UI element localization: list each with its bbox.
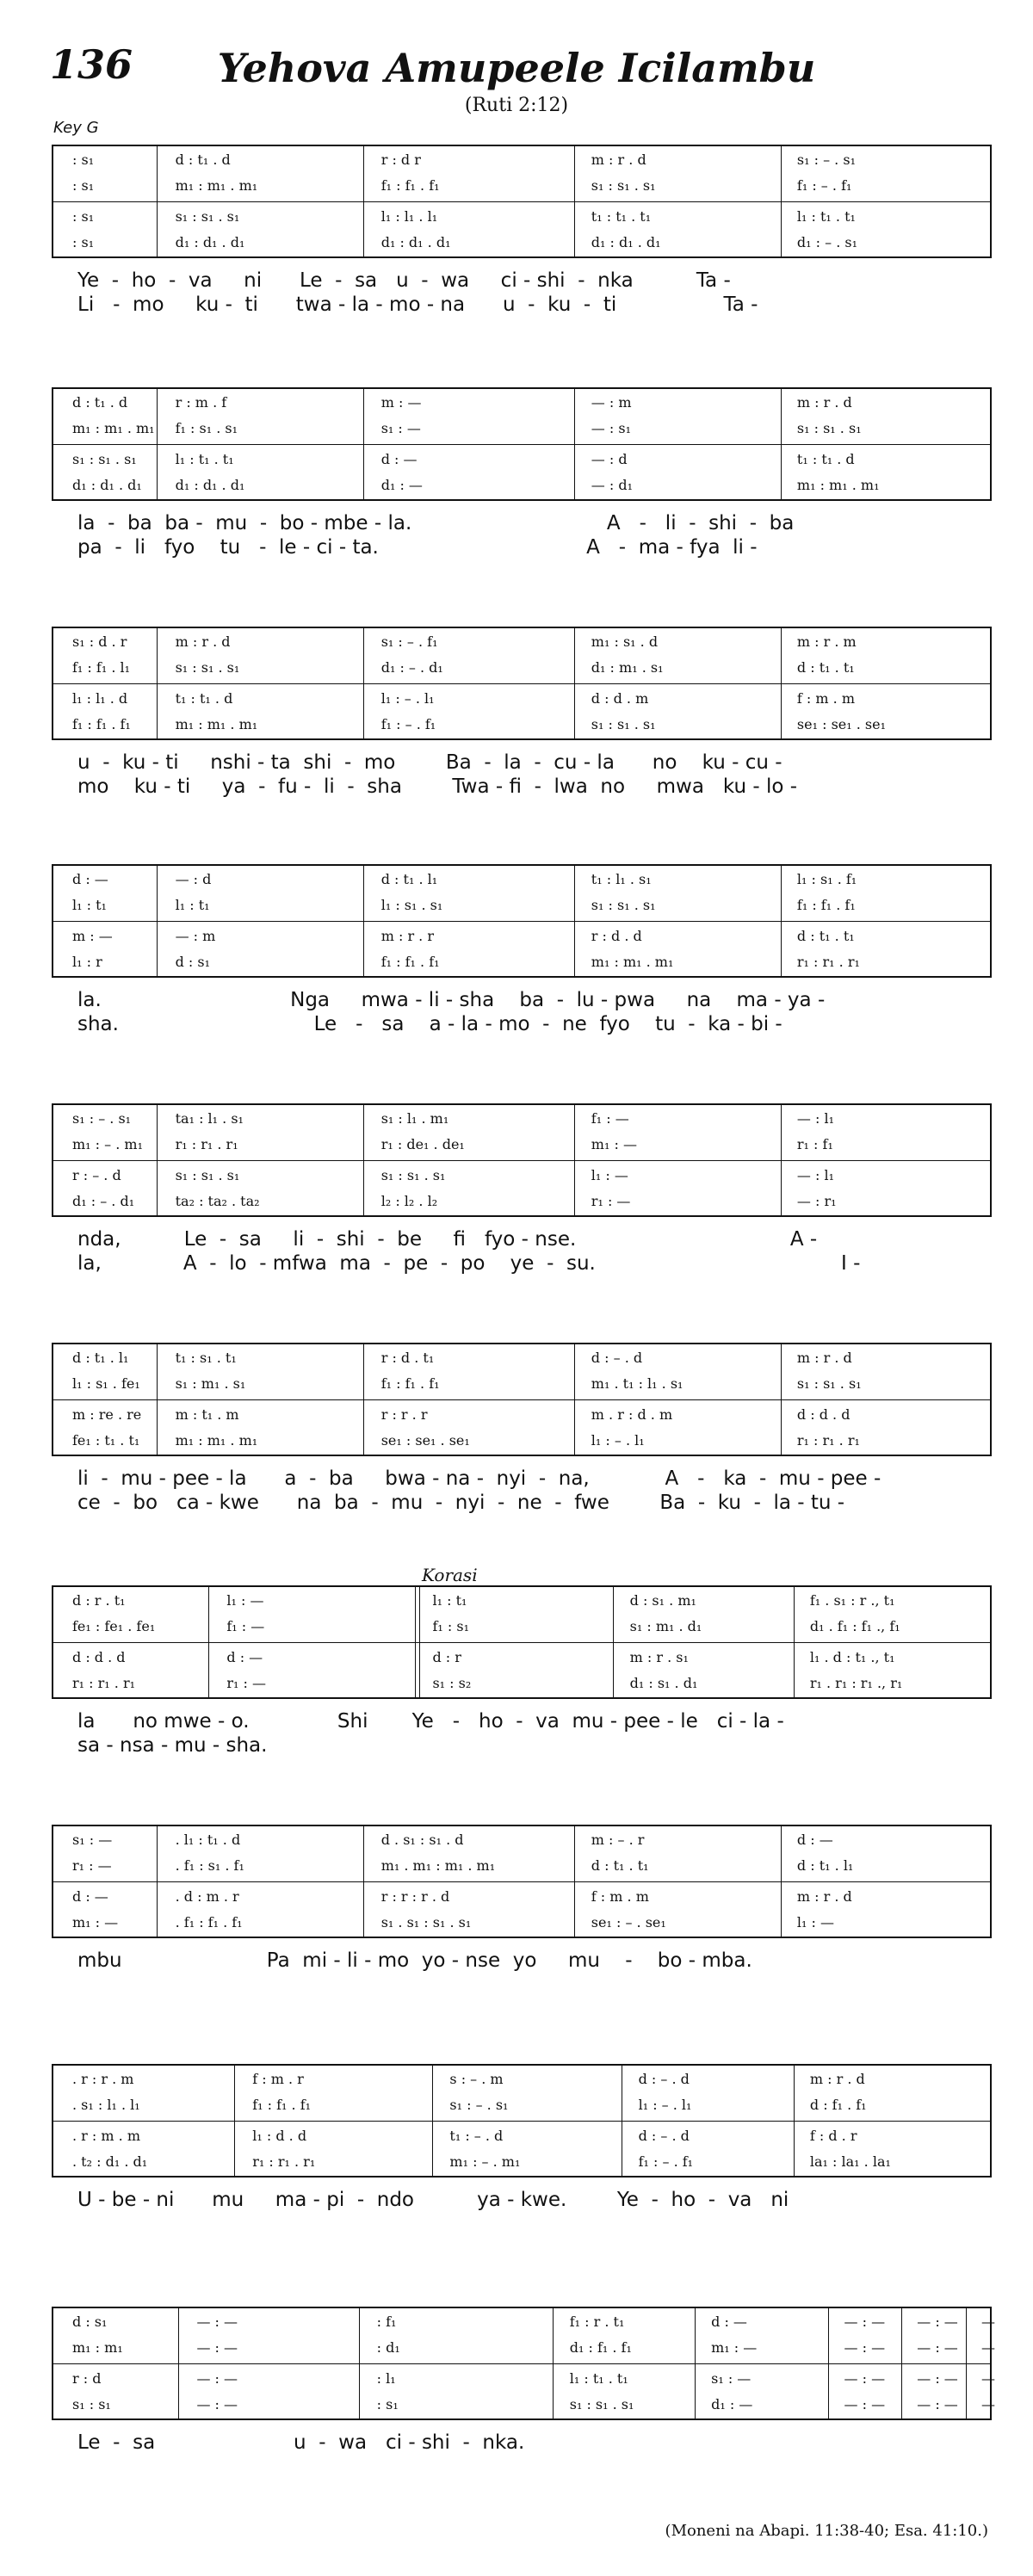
lyric-line: la - ba ba - mu - bo - mbe - la. A - li - shi - ba <box>77 512 795 534</box>
solfa-measure: — : — <box>844 2396 886 2412</box>
lyric-line: Ye - ho - va ni Le - sa u - wa ci - shi - nka Ta - <box>77 269 731 292</box>
solfa-measure: d : — <box>380 451 418 467</box>
solfa-row <box>53 1589 990 1613</box>
solfa-measure: m₁ . m₁ : m₁ . m₁ <box>380 1857 496 1874</box>
solfa-measure: r₁ : — <box>591 1193 631 1209</box>
solfa-measure: m₁ : m₁ <box>72 2339 123 2356</box>
solfa-measure: s₁ : m₁ . d₁ <box>629 1618 702 1634</box>
solfa-measure: s₁ : s₁ . s₁ <box>591 716 656 732</box>
solfa-measure: l₁ : t₁ <box>432 1592 467 1609</box>
music-system <box>52 627 992 740</box>
solfa-measure: d : r . t₁ <box>72 1592 126 1609</box>
solfa-measure: fe₁ : t₁ . t₁ <box>72 1432 140 1449</box>
solfa-row <box>53 1646 990 1670</box>
solfa-measure: d : t₁ . t₁ <box>796 659 855 676</box>
solfa-measure: — : — <box>196 2396 238 2412</box>
solfa-measure: s₁ : m₁ . s₁ <box>175 1375 246 1392</box>
solfa-measure: r₁ : r₁ . r₁ <box>796 954 860 970</box>
solfa-measure: m : r . d <box>796 1888 852 1905</box>
key-signature: Key G <box>53 119 99 137</box>
solfa-measure: . f₁ : f₁ . f₁ <box>175 1914 243 1930</box>
solfa-measure: s₁ : s₁ . s₁ <box>72 451 137 467</box>
solfa-measure: : d₁ <box>376 2339 400 2356</box>
solfa-measure: . t₂ : d₁ . d₁ <box>72 2153 148 2170</box>
solfa-measure: r₁ : de₁ . de₁ <box>380 1136 465 1152</box>
solfa-row <box>53 1372 990 1396</box>
solfa-measure: : s₁ <box>72 151 95 168</box>
solfa-measure: — : — <box>196 2339 238 2356</box>
solfa-row <box>53 630 990 654</box>
solfa-measure: d : s₁ <box>72 2313 108 2330</box>
solfa-measure: d₁ : – . d₁ <box>72 1193 135 1209</box>
solfa-measure: se₁ : se₁ . se₁ <box>380 1432 470 1449</box>
solfa-measure: se₁ : se₁ . se₁ <box>796 716 887 732</box>
lyric-line: la, A - lo - mfwa ma - pe - po ye - su. I - <box>77 1252 861 1275</box>
lyric-line: sha. Le - sa a - la - mo - ne fyo tu - ka - bi - <box>77 1013 782 1035</box>
solfa-measure: t₁ : t₁ . d <box>796 451 855 467</box>
solfa-measure: l₁ : r <box>72 954 102 970</box>
staff-divider <box>53 921 990 922</box>
solfa-measure: — <box>981 2370 995 2387</box>
solfa-row <box>53 231 990 255</box>
solfa-measure: d : — <box>72 1888 108 1905</box>
music-system <box>52 1585 992 1699</box>
lyric-line: Li - mo ku - ti twa - la - mo - na u - ku - ti Ta - <box>77 293 758 316</box>
solfa-measure: s₁ : — <box>711 2370 752 2387</box>
solfa-measure: d₁ . f₁ : f₁ ., f₁ <box>809 1618 900 1634</box>
solfa-measure: : s₁ <box>376 2396 399 2412</box>
music-system <box>52 2064 992 2178</box>
solfa-measure: m₁ : m₁ . m₁ <box>175 716 258 732</box>
solfa-measure: s₁ : – . s₁ <box>796 151 856 168</box>
solfa-measure: d₁ : d₁ . d₁ <box>591 234 661 250</box>
solfa-measure: l₁ : s₁ . fe₁ <box>72 1375 140 1392</box>
solfa-measure: — : — <box>844 2313 886 2330</box>
song-title: Yehova Amupeele Icilambu <box>217 45 816 91</box>
solfa-measure: f₁ : f₁ . l₁ <box>72 659 131 676</box>
music-system <box>52 2307 995 2420</box>
solfa-measure: l₁ : – . l₁ <box>591 1432 645 1449</box>
solfa-measure: r₁ : f₁ <box>796 1136 833 1152</box>
solfa-measure: s₁ : s₂ <box>432 1675 472 1691</box>
staff-divider <box>53 683 990 684</box>
solfa-measure: s₁ : s₁ . s₁ <box>796 420 862 436</box>
solfa-measure: l₁ : – . l₁ <box>380 690 435 707</box>
chorus-label: Korasi <box>422 1565 478 1585</box>
solfa-measure: f₁ : — <box>226 1618 265 1634</box>
solfa-row <box>53 687 990 711</box>
solfa-measure: f₁ : f₁ . f₁ <box>796 897 856 913</box>
solfa-measure: r : m . f <box>175 394 227 411</box>
solfa-measure: l₁ : l₁ . d <box>72 690 128 707</box>
solfa-measure: m₁ : m₁ . m₁ <box>72 420 155 436</box>
solfa-measure: d₁ : m₁ . s₁ <box>591 659 664 676</box>
solfa-measure: d : — <box>72 871 108 887</box>
solfa-row <box>53 174 990 198</box>
solfa-measure: s₁ . s₁ : s₁ . s₁ <box>380 1914 472 1930</box>
solfa-row <box>53 473 990 497</box>
solfa-measure: d : — <box>796 1832 833 1848</box>
staff-divider <box>53 2363 990 2364</box>
solfa-measure: : l₁ <box>376 2370 396 2387</box>
solfa-measure: r : – . d <box>72 1167 121 1183</box>
solfa-measure: l₁ : t₁ . t₁ <box>175 451 234 467</box>
solfa-measure: s : – . m <box>449 2071 504 2087</box>
solfa-measure: d : d . d <box>796 1406 851 1423</box>
solfa-measure: m₁ : – . m₁ <box>72 1136 143 1152</box>
solfa-measure: — : — <box>844 2370 886 2387</box>
solfa-measure: t₁ : – . d <box>449 2128 504 2144</box>
solfa-measure: m : r . d <box>591 151 646 168</box>
solfa-row <box>53 1403 990 1427</box>
solfa-measure: m₁ : – . m₁ <box>449 2153 521 2170</box>
solfa-measure: r : d . d <box>591 928 642 944</box>
solfa-measure: d : – . d <box>638 2071 690 2087</box>
solfa-measure: m₁ : s₁ . d <box>591 633 659 650</box>
solfa-measure: l₁ : t₁ . t₁ <box>796 208 856 225</box>
solfa-measure: — : — <box>917 2313 958 2330</box>
solfa-measure: d₁ : — <box>380 477 423 493</box>
music-system <box>52 145 992 258</box>
lyric-line: Le - sa u - wa ci - shi - nka. <box>77 2431 525 2454</box>
solfa-row <box>53 1429 990 1453</box>
solfa-measure: — <box>981 2396 995 2412</box>
solfa-measure: m : r . m <box>796 633 857 650</box>
solfa-row <box>53 2150 990 2174</box>
solfa-measure: f₁ : r . t₁ <box>569 2313 625 2330</box>
solfa-measure: f₁ : f₁ . f₁ <box>380 954 440 970</box>
solfa-measure: f₁ : f₁ . f₁ <box>380 177 440 194</box>
solfa-measure: — : s₁ <box>591 420 631 436</box>
lyric-line: mo ku - ti ya - fu - li - sha Twa - fi - lwa no mwa ku - lo - <box>77 775 798 798</box>
solfa-measure: f : m . r <box>252 2071 304 2087</box>
solfa-measure: — : m <box>591 394 632 411</box>
solfa-measure: — : m <box>175 928 216 944</box>
lyric-line: la. Nga mwa - li - sha ba - lu - pwa na ma - ya - <box>77 989 826 1011</box>
lyric-line: u - ku - ti nshi - ta shi - mo Ba - la - cu - la no ku - cu - <box>77 751 782 774</box>
staff-divider <box>53 1881 990 1882</box>
solfa-row <box>53 2093 990 2117</box>
lyric-line: la no mwe - o. Shi Ye - ho - va mu - pee - le ci - la - <box>77 1710 784 1733</box>
lyric-line: mbu Pa mi - li - mo yo - nse yo mu - bo - mba. <box>77 1949 752 1972</box>
solfa-measure: t₁ : t₁ . t₁ <box>591 208 652 225</box>
footer-reference: (Moneni na Abapi. 11:38-40; Esa. 41:10.) <box>665 2522 988 2540</box>
lyric-line: pa - li fyo tu - le - ci - ta. A - ma - fya li - <box>77 536 758 559</box>
solfa-row <box>53 2336 995 2360</box>
solfa-measure: — : — <box>196 2370 238 2387</box>
solfa-measure: d₁ : d₁ . d₁ <box>175 234 245 250</box>
solfa-measure: r₁ : r₁ . r₁ <box>72 1675 136 1691</box>
solfa-measure: m : r . d <box>809 2071 865 2087</box>
solfa-measure: d : t₁ . t₁ <box>796 928 855 944</box>
lyric-line: li - mu - pee - la a - ba bwa - na - nyi - na, A - ka - mu - pee - <box>77 1467 881 1490</box>
music-system <box>52 864 992 978</box>
solfa-row <box>53 1615 990 1639</box>
solfa-measure: l₁ : s₁ . f₁ <box>796 871 857 887</box>
solfa-measure: — : — <box>844 2339 886 2356</box>
music-system <box>52 387 992 501</box>
solfa-measure: f₁ : f₁ . f₁ <box>72 716 131 732</box>
song-number: 136 <box>50 41 133 88</box>
solfa-row <box>53 1911 990 1935</box>
solfa-row <box>53 205 990 229</box>
solfa-measure: s₁ : s₁ . s₁ <box>591 897 656 913</box>
scripture-reference: (Ruti 2:12) <box>464 95 569 116</box>
solfa-row <box>53 2393 995 2417</box>
staff-divider <box>53 201 990 202</box>
solfa-measure: d . s₁ : s₁ . d <box>380 1832 464 1848</box>
solfa-measure: f₁ : f₁ . f₁ <box>380 1375 440 1392</box>
solfa-measure: d : d . d <box>72 1649 126 1665</box>
solfa-measure: f₁ : — <box>591 1110 629 1127</box>
solfa-measure: r : d . t₁ <box>380 1350 435 1366</box>
music-system <box>52 1103 992 1217</box>
solfa-measure: f₁ : s₁ <box>432 1618 469 1634</box>
solfa-measure: s₁ : – . f₁ <box>380 633 438 650</box>
solfa-measure: m₁ : m₁ . m₁ <box>175 177 258 194</box>
solfa-measure: . l₁ : t₁ . d <box>175 1832 241 1848</box>
staff-divider <box>53 1399 990 1400</box>
solfa-measure: s₁ : s₁ <box>72 2396 111 2412</box>
solfa-row <box>53 2124 990 2148</box>
solfa-measure: r : r . r <box>380 1406 428 1423</box>
solfa-measure: d : s₁ <box>175 954 211 970</box>
solfa-measure: fe₁ : fe₁ . fe₁ <box>72 1618 156 1634</box>
solfa-measure: t₁ : t₁ . d <box>175 690 233 707</box>
solfa-measure: d : d . m <box>591 690 649 707</box>
solfa-measure: s₁ : s₁ . s₁ <box>175 1167 240 1183</box>
solfa-measure: s₁ : — <box>72 1832 113 1848</box>
solfa-measure: l₁ : — <box>226 1592 264 1609</box>
solfa-measure: — : — <box>917 2339 958 2356</box>
solfa-row <box>53 1885 990 1909</box>
solfa-measure: f₁ : f₁ . f₁ <box>252 2097 312 2113</box>
solfa-measure: r : d r <box>380 151 421 168</box>
solfa-measure: d : — <box>711 2313 747 2330</box>
solfa-measure: s₁ : s₁ . s₁ <box>569 2396 634 2412</box>
solfa-measure: — <box>981 2339 995 2356</box>
solfa-measure: s₁ : — <box>380 420 421 436</box>
solfa-measure: d : t₁ . d <box>72 394 128 411</box>
solfa-measure: m : r . d <box>175 633 231 650</box>
solfa-measure: f : m . m <box>591 1888 649 1905</box>
solfa-measure: d : – . d <box>591 1350 643 1366</box>
solfa-measure: d : t₁ . l₁ <box>380 871 438 887</box>
solfa-measure: r₁ : r₁ . r₁ <box>175 1136 238 1152</box>
solfa-measure: — : d₁ <box>591 477 634 493</box>
solfa-measure: t₁ : l₁ . s₁ <box>591 871 652 887</box>
solfa-measure: : s₁ <box>72 177 95 194</box>
solfa-row <box>53 1164 990 1188</box>
solfa-measure: d₁ : – . s₁ <box>796 234 858 250</box>
solfa-measure: . r : m . m <box>72 2128 140 2144</box>
solfa-row <box>53 2067 990 2091</box>
solfa-measure: r₁ : r₁ . r₁ <box>252 2153 316 2170</box>
solfa-measure: l₂ : l₂ . l₂ <box>380 1193 438 1209</box>
lyric-line: sa - nsa - mu - sha. <box>77 1734 268 1757</box>
staff-divider <box>53 2121 990 2122</box>
solfa-measure: . r : r . m <box>72 2071 134 2087</box>
solfa-measure: d₁ : d₁ . d₁ <box>175 477 245 493</box>
solfa-measure: d₁ : — <box>711 2396 753 2412</box>
lyric-line: U - be - ni mu ma - pi - ndo ya - kwe. Ye - ho - va ni <box>77 2189 789 2211</box>
solfa-measure: f : d . r <box>809 2128 857 2144</box>
solfa-measure: d₁ : d₁ . d₁ <box>72 477 142 493</box>
solfa-row <box>53 2310 995 2334</box>
solfa-measure: l₁ : t₁ <box>175 897 210 913</box>
solfa-measure: : s₁ <box>72 208 95 225</box>
solfa-measure: s₁ : – . s₁ <box>72 1110 132 1127</box>
solfa-measure: m₁ : — <box>72 1914 119 1930</box>
solfa-measure: ta₁ : l₁ . s₁ <box>175 1110 244 1127</box>
solfa-measure: — : — <box>917 2370 958 2387</box>
solfa-row <box>53 656 990 680</box>
solfa-measure: l₁ : t₁ . t₁ <box>569 2370 628 2387</box>
solfa-measure: m : re . re <box>72 1406 142 1423</box>
solfa-measure: . d : m . r <box>175 1888 239 1905</box>
lyric-line <box>77 1973 973 1997</box>
solfa-measure: m₁ : — <box>591 1136 637 1152</box>
solfa-row <box>53 1133 990 1157</box>
solfa-measure: d₁ : d₁ . d₁ <box>380 234 451 250</box>
solfa-measure: d : — <box>226 1649 263 1665</box>
solfa-measure: t₁ : s₁ . t₁ <box>175 1350 237 1366</box>
solfa-measure: s₁ : d . r <box>72 633 127 650</box>
solfa-measure: se₁ : – . se₁ <box>591 1914 666 1930</box>
solfa-measure: m : r . d <box>796 1350 852 1366</box>
solfa-row <box>53 2367 995 2391</box>
solfa-row <box>53 713 990 737</box>
solfa-measure: m₁ : m₁ . m₁ <box>591 954 674 970</box>
solfa-measure: d : t₁ . l₁ <box>72 1350 129 1366</box>
solfa-measure: s₁ : – . s₁ <box>449 2097 509 2113</box>
solfa-measure: d : t₁ . l₁ <box>796 1857 854 1874</box>
solfa-measure: d₁ : s₁ . d₁ <box>629 1675 698 1691</box>
solfa-measure: r₁ : — <box>72 1857 112 1874</box>
solfa-measure: r : r : r . d <box>380 1888 450 1905</box>
solfa-measure: d : s₁ . m₁ <box>629 1592 696 1609</box>
solfa-measure: d : r <box>432 1649 461 1665</box>
solfa-measure: d : f₁ . f₁ <box>809 2097 867 2113</box>
solfa-row <box>53 868 990 892</box>
solfa-measure: l₁ : — <box>591 1167 628 1183</box>
solfa-measure: ta₂ : ta₂ . ta₂ <box>175 1193 260 1209</box>
lyric-line <box>77 2212 973 2236</box>
lyric-line: nda, Le - sa li - shi - be fi fyo - nse. A - <box>77 1228 818 1251</box>
solfa-measure: m₁ : — <box>711 2339 758 2356</box>
solfa-measure: m₁ . t₁ : l₁ . s₁ <box>591 1375 684 1392</box>
solfa-measure: m : r . d <box>796 394 852 411</box>
solfa-measure: l₁ : – . l₁ <box>638 2097 692 2113</box>
solfa-measure: s₁ : s₁ . s₁ <box>175 208 240 225</box>
solfa-measure: m : — <box>72 928 113 944</box>
solfa-measure: l₁ . d : t₁ ., t₁ <box>809 1649 895 1665</box>
solfa-measure: s₁ : s₁ . s₁ <box>175 659 240 676</box>
solfa-measure: f₁ : – . f₁ <box>380 716 436 732</box>
solfa-measure: m : r . r <box>380 928 434 944</box>
solfa-measure: — <box>981 2313 995 2330</box>
solfa-row <box>53 1346 990 1370</box>
solfa-measure: m : — <box>380 394 422 411</box>
solfa-measure: m . r : d . m <box>591 1406 673 1423</box>
solfa-measure: s₁ : s₁ . s₁ <box>796 1375 862 1392</box>
solfa-measure: s₁ : s₁ . s₁ <box>591 177 656 194</box>
solfa-measure: : f₁ <box>376 2313 397 2330</box>
solfa-row <box>53 391 990 415</box>
solfa-measure: f₁ . s₁ : r ., t₁ <box>809 1592 895 1609</box>
solfa-measure: f₁ : s₁ . s₁ <box>175 420 238 436</box>
solfa-measure: m : t₁ . m <box>175 1406 239 1423</box>
solfa-measure: s₁ : s₁ . s₁ <box>380 1167 446 1183</box>
solfa-measure: — : l₁ <box>796 1167 834 1183</box>
solfa-measure: — : d <box>175 871 212 887</box>
solfa-row <box>53 950 990 974</box>
solfa-row <box>53 417 990 441</box>
solfa-row <box>53 148 990 172</box>
solfa-measure: l₁ : t₁ <box>72 897 107 913</box>
solfa-measure: l₁ : s₁ . s₁ <box>380 897 443 913</box>
solfa-measure: r₁ . r₁ : r₁ ., r₁ <box>809 1675 903 1691</box>
solfa-measure: d₁ : f₁ . f₁ <box>569 2339 632 2356</box>
solfa-measure: d : – . d <box>638 2128 690 2144</box>
lyric-line <box>77 2455 973 2479</box>
solfa-measure: : s₁ <box>72 234 95 250</box>
solfa-measure: l₁ : d . d <box>252 2128 307 2144</box>
solfa-measure: d₁ : – . d₁ <box>380 659 443 676</box>
solfa-measure: . s₁ : l₁ . l₁ <box>72 2097 140 2113</box>
solfa-measure: — : l₁ <box>796 1110 834 1127</box>
staff-divider <box>53 444 990 445</box>
solfa-measure: — : — <box>917 2396 958 2412</box>
solfa-measure: — : d <box>591 451 628 467</box>
solfa-measure: la₁ : la₁ . la₁ <box>809 2153 891 2170</box>
solfa-row <box>53 1189 990 1214</box>
solfa-measure: f₁ : – . f₁ <box>796 177 852 194</box>
solfa-measure: r : d <box>72 2370 102 2387</box>
solfa-measure: m₁ : m₁ . m₁ <box>796 477 880 493</box>
solfa-measure: m : r . s₁ <box>629 1649 689 1665</box>
solfa-row <box>53 893 990 917</box>
staff-divider <box>53 1642 990 1643</box>
solfa-measure: s₁ : l₁ . m₁ <box>380 1110 449 1127</box>
solfa-measure: l₁ : — <box>796 1914 834 1930</box>
solfa-row <box>53 1854 990 1878</box>
solfa-measure: f : m . m <box>796 690 855 707</box>
solfa-measure: l₁ : l₁ . l₁ <box>380 208 438 225</box>
lyric-line: ce - bo ca - kwe na ba - mu - nyi - ne - fwe Ba - ku - la - tu - <box>77 1492 845 1514</box>
solfa-measure: m₁ : m₁ . m₁ <box>175 1432 258 1449</box>
solfa-measure: . f₁ : s₁ . f₁ <box>175 1857 244 1874</box>
solfa-row <box>53 1828 990 1852</box>
solfa-row <box>53 1671 990 1696</box>
solfa-measure: d : t₁ . d <box>175 151 231 168</box>
solfa-measure: — : — <box>196 2313 238 2330</box>
solfa-measure: r₁ : r₁ . r₁ <box>796 1432 860 1449</box>
staff-divider <box>53 1160 990 1161</box>
solfa-row <box>53 924 990 948</box>
solfa-row <box>53 1107 990 1131</box>
solfa-measure: d : t₁ . t₁ <box>591 1857 649 1874</box>
solfa-row <box>53 448 990 472</box>
music-system <box>52 1825 992 1938</box>
solfa-measure: — : r₁ <box>796 1193 837 1209</box>
solfa-measure: f₁ : – . f₁ <box>638 2153 694 2170</box>
solfa-measure: m : – . r <box>591 1832 645 1848</box>
solfa-measure: r₁ : — <box>226 1675 266 1691</box>
music-system <box>52 1343 992 1456</box>
